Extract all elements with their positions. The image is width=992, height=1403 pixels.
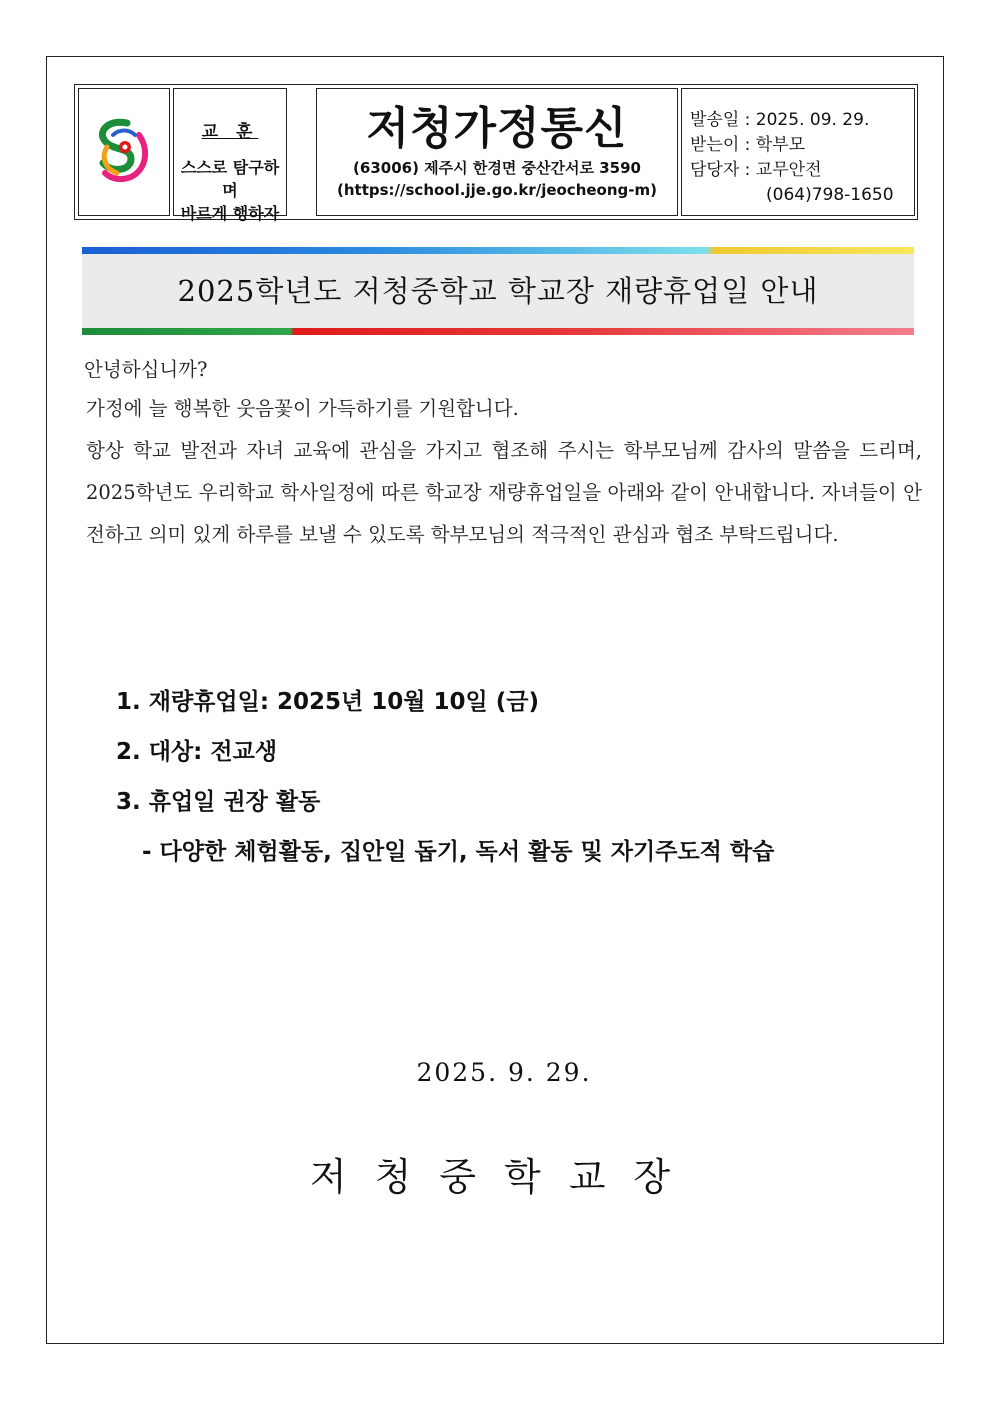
- notice-details-list: [116, 680, 916, 880]
- school-address: (63006) 제주시 한경면 중산간서로 3590: [353, 159, 641, 177]
- issue-info-cell: [681, 88, 915, 216]
- greeting: 안녕하십니까?: [84, 358, 208, 381]
- newsletter-header: [74, 84, 918, 223]
- list-sub-item-activities: - 다양한 체험활동, 집안일 돕기, 독서 활동 및 자기주도적 학습: [142, 839, 775, 865]
- principal-signature: 저청중학교장: [309, 1155, 699, 1199]
- motto-line: 바르게 행하자: [180, 204, 280, 223]
- notice-title: 2025학년도 저청중학교 학교장 재량휴업일 안내: [177, 274, 819, 308]
- school-website: (https://school.jje.go.kr/jeocheong-m): [337, 181, 657, 199]
- list-item-holiday-date: 1. 재량휴업일: 2025년 10월 10일 (금): [116, 689, 539, 715]
- sent-date: 발송일 : 2025. 09. 29.: [690, 110, 870, 130]
- banner-top-bar: [82, 247, 914, 254]
- banner-bottom-bar: [82, 328, 914, 335]
- letter-body: [86, 352, 922, 556]
- contact-person: 담당자 : 교무안전: [690, 160, 822, 180]
- paragraph: 항상 학교 발전과 자녀 교육에 관심을 가지고 협조해 주시는 학부모님께 감사의 말씀을 드리며, 2025학년도 우리학교 학사일정에 따른 학교장 재량휴업일을 아래와 같이 안내합니다. 자녀들이 안전하고 의미 있게 하루를 보낼 수 있도록 학부모님의 적극적인 관심과 협조 부탁드립니다.: [86, 439, 922, 546]
- school-motto-cell: [173, 88, 287, 223]
- paragraph-line: 가정에 늘 행복한 웃음꽃이 가득하기를 기원합니다.: [86, 397, 519, 420]
- issue-date: 2025. 9. 29.: [416, 1058, 592, 1087]
- list-item-activities: 3. 휴업일 권장 활동: [116, 789, 321, 815]
- newsletter-title: 저청가정통신: [366, 103, 628, 154]
- school-logo-icon: [87, 113, 163, 189]
- contact-phone: (064)798-1650: [766, 185, 894, 205]
- recipient: 받는이 : 학부모: [690, 135, 806, 155]
- list-item-target: 2. 대상: 전교생: [116, 739, 278, 765]
- notice-banner: [82, 254, 914, 328]
- newsletter-title-cell: [316, 88, 678, 216]
- motto-line: 스스로 탐구하며: [180, 158, 280, 200]
- motto-heading: 교 훈: [201, 122, 259, 142]
- logo-cell: [78, 88, 170, 216]
